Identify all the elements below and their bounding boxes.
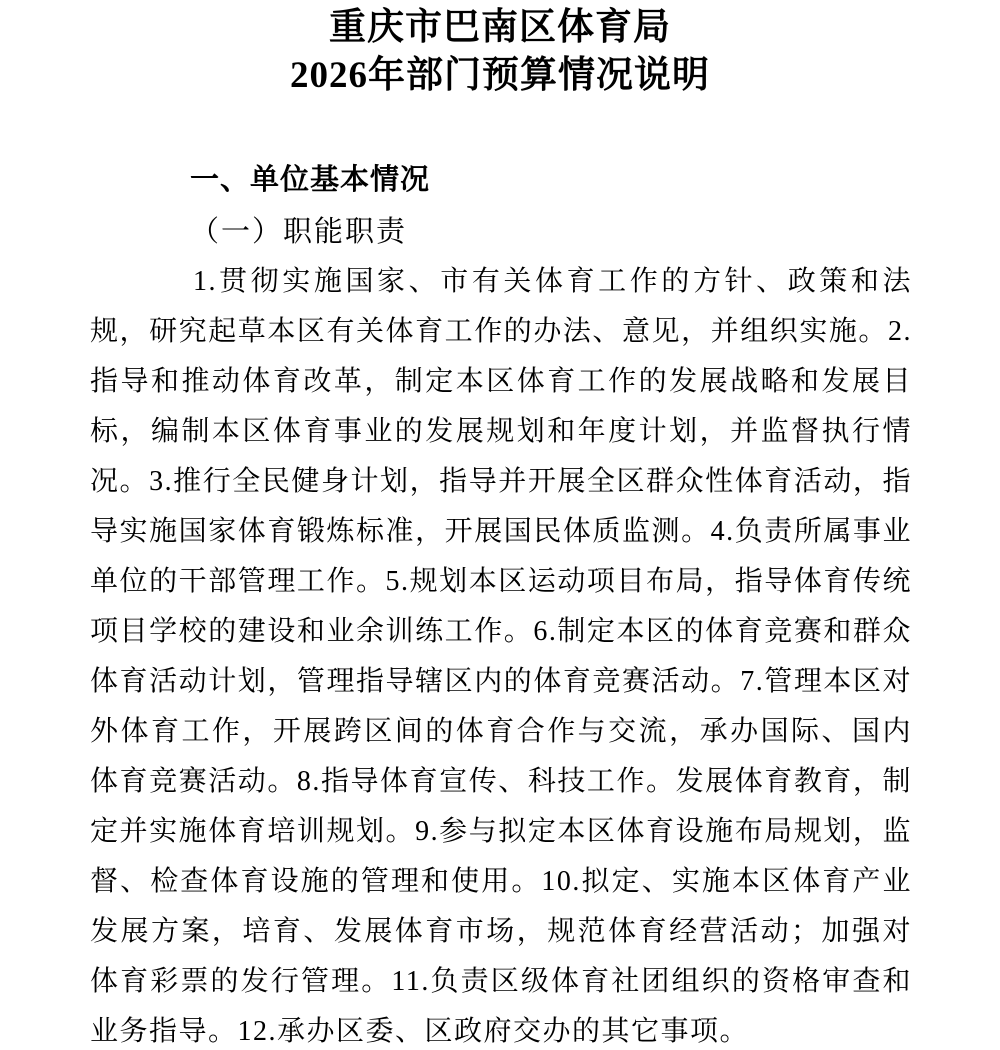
- document-title-line1: 重庆市巴南区体育局: [329, 7, 671, 48]
- duties-paragraph: 1.贯彻实施国家、市有关体育工作的方针、政策和法规，研究起草本区有关体育工作的办法、意见，并组织实施。2.指导和推动体育改革，制定本区体育工作的发展战略和发展目标，编制本区体育事业的发展规划和年度计划，并监督执行情况。3.推行全民健身计划，指导并开展全区群众性体育活动，指导实施国家体育锻炼标准，开展国民体质监测。4.负责所属事业单位的干部管理工作。5.规划本区运动项目布局，指导体育传统项目学校的建设和业余训练工作。6.制定本区的体育竞赛和群众体育活动计划，管理指导辖区内的体育竞赛活动。7.管理本区对外体育工作，开展跨区间的体育合作与交流，承办国际、国内体育竞赛活动。8.指导体育宣传、科技工作。发展体育教育，制定并实施体育培训规划。9.参与拟定本区体育设施布局规划，监督、检查体育设施的管理和使用。10.拟定、实施本区体育产业发展方案，培育、发展体育市场，规范体育经营活动；加强对体育彩票的发行管理。11.负责区级体育社团组织的资格审查和业务指导。12.承办区委、区政府交办的其它事项。: [90, 266, 912, 1047]
- subsection-heading-duties: （一）职能职责: [190, 216, 408, 248]
- document-title: [0, 0, 1000, 100]
- document-body: [0, 162, 1000, 1050]
- document-title-line2: 2026年部门预算情况说明: [290, 55, 710, 96]
- section-heading-basic-info: 一、单位基本情况: [190, 164, 431, 196]
